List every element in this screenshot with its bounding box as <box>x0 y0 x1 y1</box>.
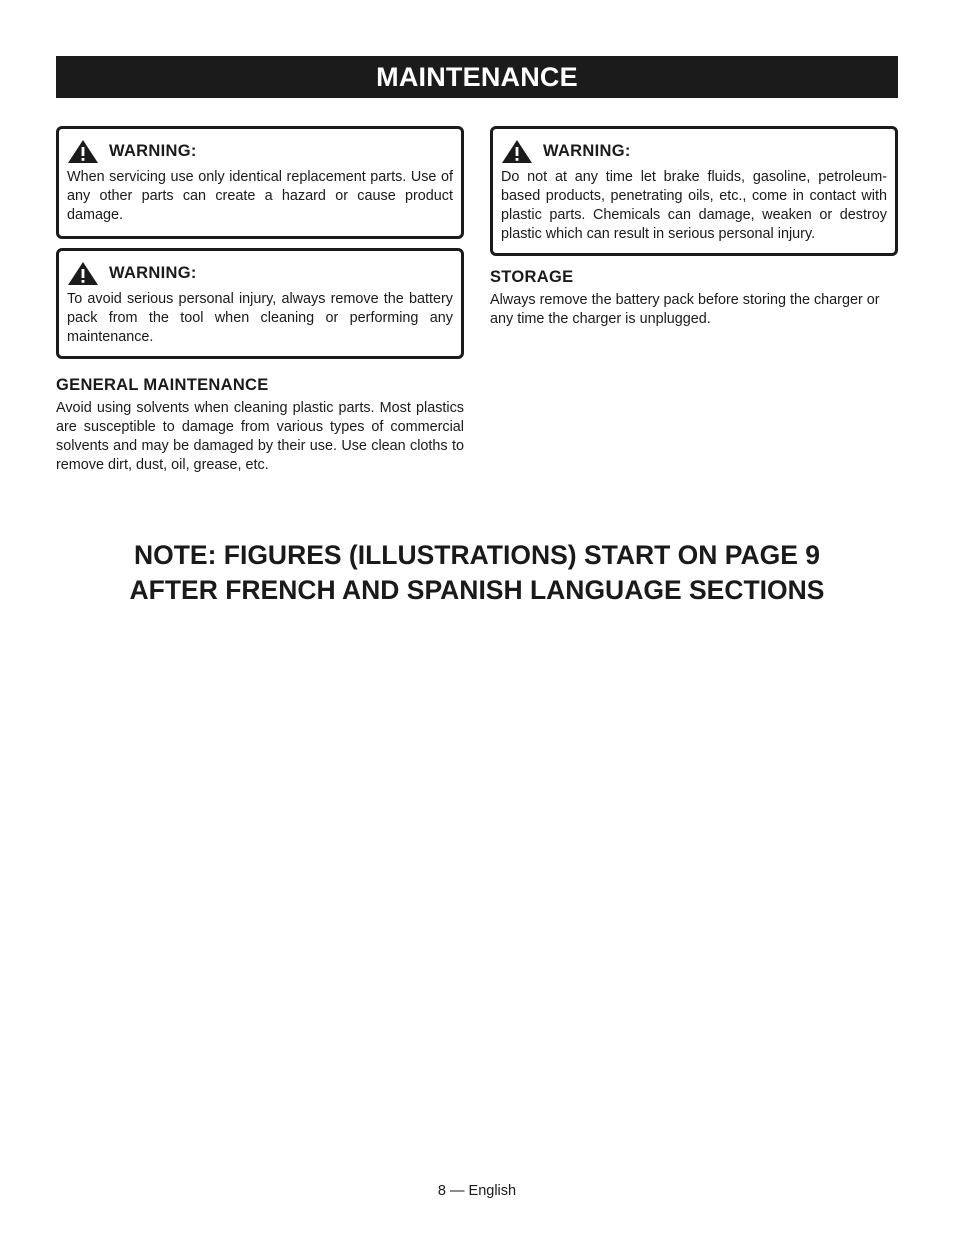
warning-header <box>67 261 453 286</box>
page-footer <box>0 1183 954 1199</box>
warning-box-servicing <box>56 126 464 239</box>
warning-triangle-icon <box>67 139 99 164</box>
note-line: AFTER FRENCH AND SPANISH LANGUAGE SECTIONS <box>129 575 825 605</box>
warning-title: WARNING: <box>109 264 197 282</box>
section-heading: GENERAL MAINTENANCE <box>56 376 269 394</box>
warning-text: When servicing use only identical replacement parts. Use of any other parts can create a hazard or cause product damage. <box>67 169 453 223</box>
section-body: Always remove the battery pack before storing the charger or any time the charger is unplugged. <box>490 292 880 327</box>
page-title: MAINTENANCE <box>376 61 578 92</box>
general-maintenance-section <box>56 376 464 475</box>
warning-title: WARNING: <box>109 142 197 160</box>
section-banner <box>56 56 898 98</box>
warning-triangle-icon <box>501 139 533 164</box>
storage-section <box>490 268 898 329</box>
warning-text: Do not at any time let brake fluids, gasoline, petroleum-based products, penetrating oils, etc., come in contact with plastic parts. Chemicals can damage, weaken or destroy plastic which can result in serious personal injury. <box>501 169 887 242</box>
left-column <box>56 126 464 475</box>
note-line: NOTE: FIGURES (ILLUSTRATIONS) START ON PAGE 9 <box>133 540 821 570</box>
warning-header <box>67 139 453 164</box>
right-column <box>490 126 898 329</box>
section-heading: STORAGE <box>490 268 574 286</box>
warning-header <box>501 139 887 164</box>
warning-box-battery <box>56 248 464 359</box>
page-number: 8 — English <box>437 1183 517 1199</box>
warning-text: To avoid serious personal injury, always remove the battery pack from the tool when cleaning or performing any maintenance. <box>67 291 453 345</box>
warning-triangle-icon <box>67 261 99 286</box>
warning-title: WARNING: <box>543 142 631 160</box>
section-body: Avoid using solvents when cleaning plastic parts. Most plastics are susceptible to damage from various types of commercial solvents and may be damaged by their use. Use clean cloths to remove dirt, dust, oil, grease, etc. <box>56 400 464 473</box>
warning-box-chemicals <box>490 126 898 256</box>
figures-note <box>0 538 954 608</box>
